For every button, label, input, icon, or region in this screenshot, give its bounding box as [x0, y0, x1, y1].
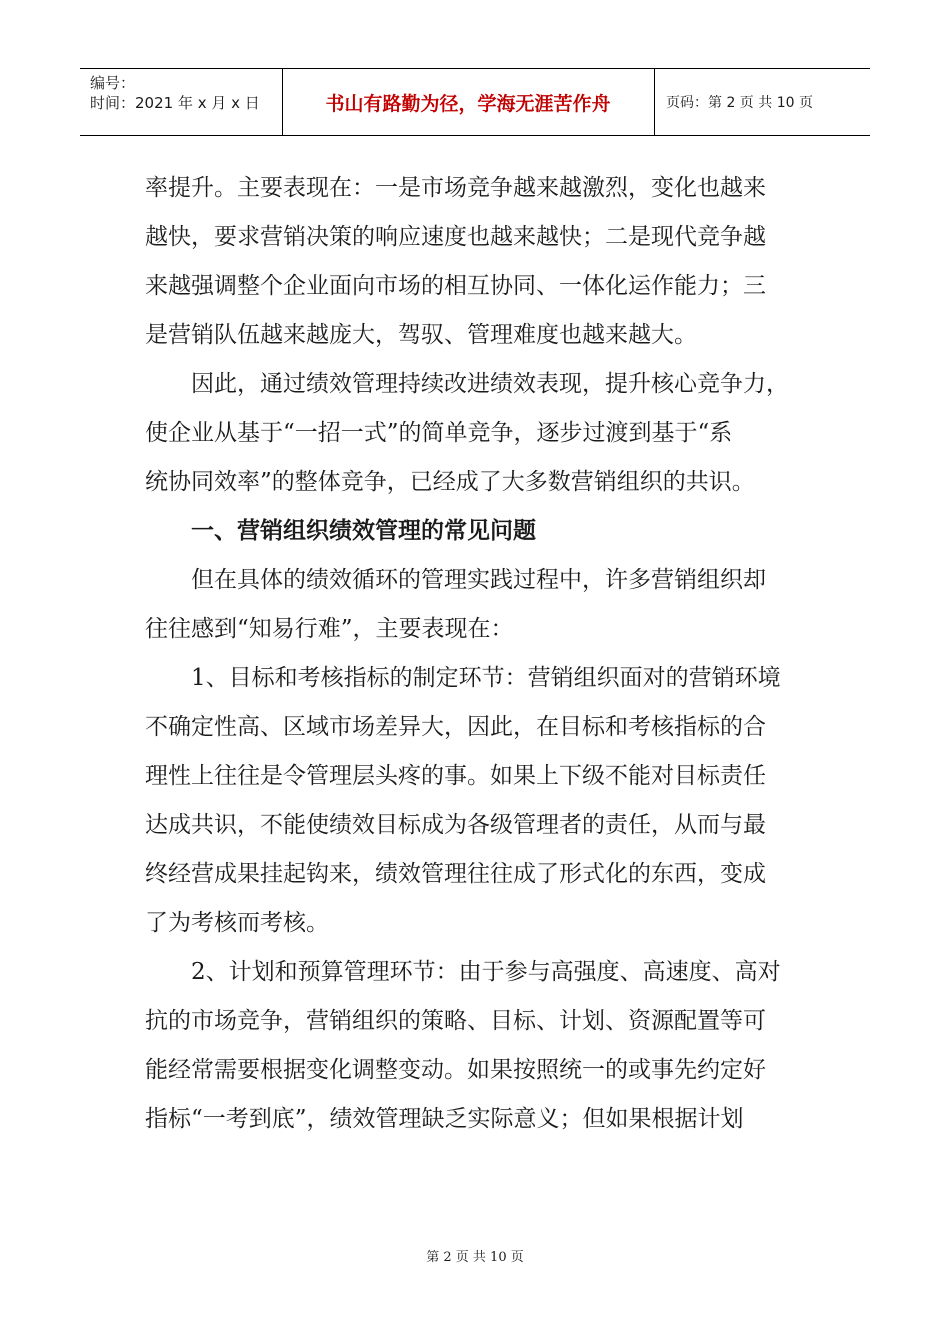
header-divider-right [654, 69, 655, 135]
body-line: 因此，通过绩效管理持续改进绩效表现，提升核心竞争力， [191, 371, 789, 397]
number-label: 编号： [90, 74, 136, 92]
body-line: 指标“一考到底”，绩效管理缺乏实际意义；但如果根据计划 [145, 1106, 744, 1132]
body-line: 终经营成果挂起钩来，绩效管理往往成了形式化的东西，变成 [145, 861, 766, 887]
body-line: 率提升。主要表现在：一是市场竞争越来越激烈，变化也越来 [145, 175, 766, 201]
body-line: 来越强调整个企业面向市场的相互协同、一体化运作能力；三 [145, 273, 766, 299]
body-line: 理性上往往是令管理层头疼的事。如果上下级不能对目标责任 [145, 763, 766, 789]
time-label: 时间：2021 年 x 月 x 日 [90, 94, 260, 112]
body-line: 越快，要求营销决策的响应速度也越来越快；二是现代竞争越 [145, 224, 766, 250]
body-line: 抗的市场竞争，营销组织的策略、目标、计划、资源配置等可 [145, 1008, 766, 1034]
body-line: 1、目标和考核指标的制定环节：营销组织面对的营销环境 [191, 665, 781, 691]
header-motto: 书山有路勤为径，学海无涯苦作舟 [325, 92, 611, 115]
page-header [80, 68, 870, 136]
body-line: 是营销队伍越来越庞大，驾驭、管理难度也越来越大。 [145, 322, 697, 348]
body-line: 能经常需要根据变化调整变动。如果按照统一的或事先约定好 [145, 1057, 766, 1083]
header-meta [90, 73, 260, 113]
body-line: 往往感到“知易行难”，主要表现在： [145, 616, 514, 642]
body-line: 使企业从基于“一招一式”的简单竞争，逐步过渡到基于“系 [145, 420, 733, 446]
body-line: 统协同效率”的整体竞争，已经成了大多数营销组织的共识。 [145, 469, 755, 495]
body-line: 不确定性高、区域市场差异大，因此，在目标和考核指标的合 [145, 714, 766, 740]
body-line: 2、计划和预算管理环节：由于参与高强度、高速度、高对 [191, 959, 781, 985]
page-footer: 第 2 页 共 10 页 [426, 1250, 524, 1265]
body-line: 了为考核而考核。 [145, 910, 329, 936]
section-heading: 一、营销组织绩效管理的常见问题 [191, 518, 536, 544]
body-line: 但在具体的绩效循环的管理实践过程中，许多营销组织却 [191, 567, 766, 593]
body-line: 达成共识，不能使绩效目标成为各级管理者的责任，从而与最 [145, 812, 766, 838]
document-body [145, 164, 815, 1144]
header-page-info: 页码：第 2 页 共 10 页 [666, 95, 813, 111]
